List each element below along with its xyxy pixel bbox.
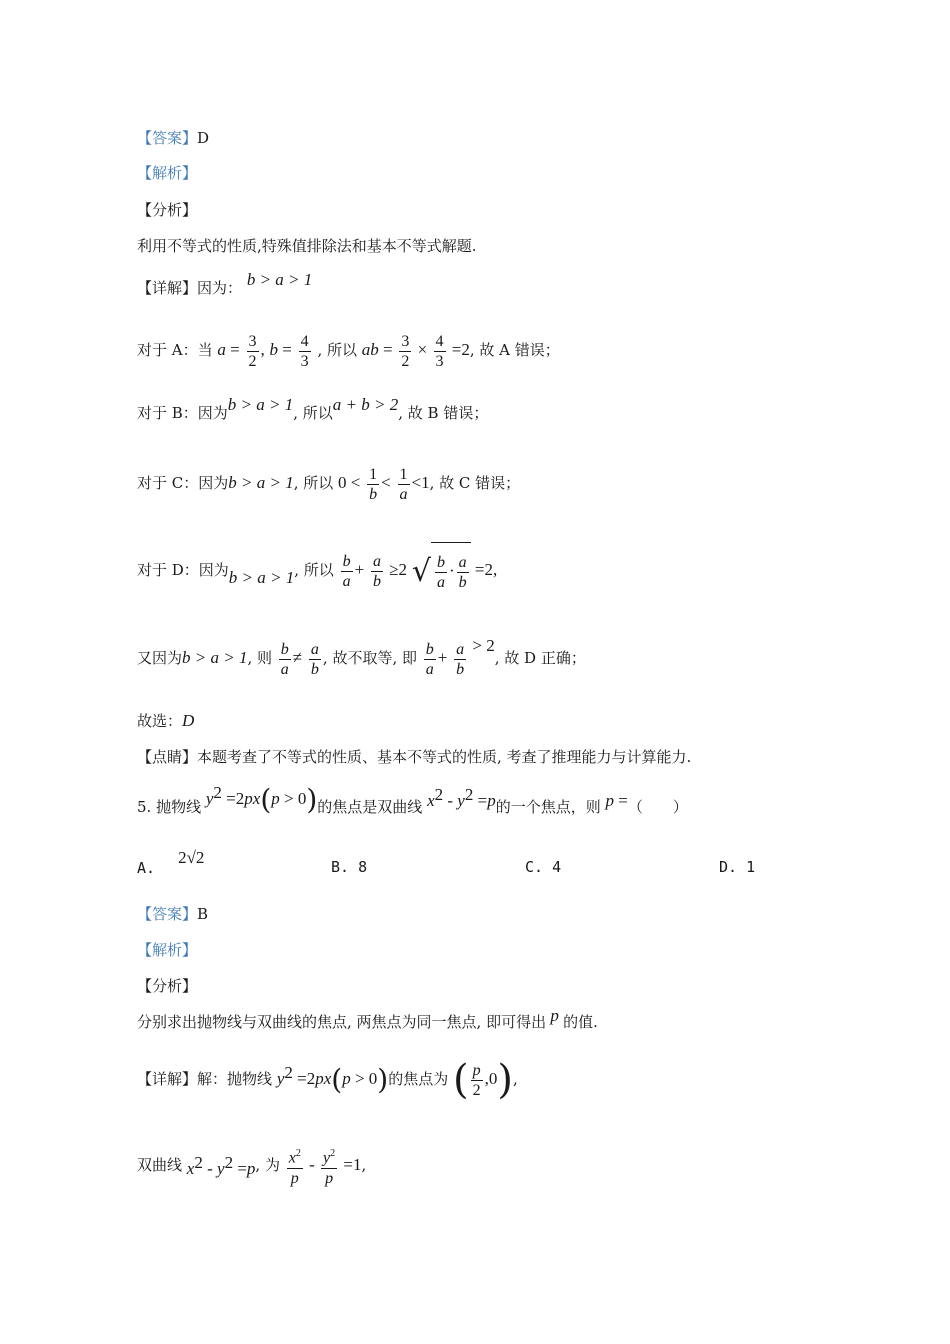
math-sym: = bbox=[613, 791, 628, 810]
dianjing-text: 本题考查了不等式的性质、基本不等式的性质, 考查了推理能力与计算能力. bbox=[197, 748, 692, 766]
math-sym: =2 bbox=[447, 340, 470, 359]
math-sym: , bbox=[260, 340, 265, 359]
math-var: b bbox=[269, 340, 279, 359]
again-line bbox=[137, 630, 586, 686]
option-b-math2: a + b > 2 bbox=[332, 395, 399, 414]
fraction: $\frac{3}{2}$ bbox=[401, 332, 410, 370]
hyper-end: , bbox=[361, 1156, 367, 1174]
dianjing-tag: 【点睛】 bbox=[137, 748, 198, 766]
option-a-suffix: , 故 A 错误； bbox=[469, 341, 560, 359]
option-a-analysis bbox=[137, 330, 560, 371]
detail-math: b > a > 1 bbox=[246, 270, 313, 289]
answer-value: B bbox=[197, 905, 209, 923]
math-sym: =1 bbox=[339, 1155, 362, 1174]
again-math: b > a > 1 bbox=[182, 648, 248, 667]
detail-tag: 【详解】 bbox=[137, 1070, 198, 1088]
analysis-tag-q5: 【解析】 bbox=[137, 941, 198, 959]
answer-line bbox=[137, 128, 209, 148]
hyper-mid: , 为 bbox=[255, 1156, 280, 1174]
fraction: $\frac{1}{a}$ bbox=[399, 465, 408, 503]
option-c-prefix: 对于 C：因为 bbox=[137, 474, 229, 492]
fraction: $\frac{y^2}{p}$ bbox=[321, 1144, 337, 1187]
fraction: $\frac{b}{a}$ bbox=[280, 640, 289, 678]
math-sym: + bbox=[437, 648, 448, 667]
detail-line-q5 bbox=[137, 1048, 518, 1105]
choose-value: D bbox=[182, 711, 195, 730]
paren: ) bbox=[497, 1057, 513, 1103]
math-sym: =2, bbox=[470, 560, 498, 579]
again-prefix: 又因为 bbox=[137, 649, 183, 667]
again-suffix: , 故 D 正确； bbox=[494, 649, 586, 667]
suoyi: , 所以 bbox=[294, 561, 334, 579]
option-d bbox=[719, 858, 755, 876]
option-a bbox=[137, 848, 205, 878]
fenxi-text-b: 的值. bbox=[563, 1013, 598, 1031]
math-var: ab bbox=[361, 340, 379, 359]
math-sym: ≥2 bbox=[384, 560, 408, 579]
paren: ( bbox=[453, 1057, 469, 1103]
option-a-value: 2√2 bbox=[178, 848, 205, 867]
option-b bbox=[331, 858, 367, 876]
fraction: $\frac{1}{b}$ bbox=[369, 465, 378, 503]
math-sym: × bbox=[413, 340, 432, 359]
option-b-math1: b > a > 1 bbox=[227, 395, 294, 414]
option-label: D. bbox=[719, 858, 738, 876]
stem-mid: 的焦点是双曲线 bbox=[317, 798, 423, 816]
fenxi-tag: 【分析】 bbox=[137, 201, 198, 219]
option-b-suffix: , 故 B 错误； bbox=[398, 404, 489, 422]
fraction: $\frac{3}{2}$ bbox=[248, 332, 257, 370]
fraction: $\frac{a}{b}$ bbox=[456, 640, 465, 678]
suoyi: , 所以 bbox=[293, 404, 333, 422]
fraction: $\frac{4}{3}$ bbox=[300, 332, 309, 370]
fraction: $\frac{a}{b}$ bbox=[310, 640, 319, 678]
math-sym: = bbox=[278, 340, 292, 359]
fenxi-tag-q5: 【分析】 bbox=[137, 977, 198, 995]
stem-parabola: $y^2 =2px(p > 0)$ bbox=[205, 783, 318, 816]
stem-hyperbola: $x^2 - y^2 =p$ bbox=[427, 785, 496, 810]
math-sym: ,0 bbox=[484, 1069, 498, 1088]
stem-p: p bbox=[605, 791, 614, 810]
answer-tag: 【答案】 bbox=[137, 905, 198, 923]
hyperbola-line bbox=[137, 1134, 366, 1190]
detail-parabola: $y^2 =2px(p > 0)$ bbox=[276, 1063, 389, 1096]
option-b-analysis bbox=[137, 395, 489, 428]
option-a-prefix: 对于 A：当 bbox=[137, 341, 213, 359]
option-c bbox=[525, 858, 561, 876]
option-c-math1: b > a > 1 bbox=[228, 473, 294, 492]
fraction: $\frac{4}{3}$ bbox=[435, 332, 444, 370]
stem-blank: （ ） bbox=[627, 798, 688, 816]
math-sym: - bbox=[304, 1155, 320, 1174]
choose-line bbox=[137, 711, 194, 731]
fenxi-text: 利用不等式的性质,特殊值排除法和基本不等式解题. bbox=[137, 237, 477, 255]
math-sym: < bbox=[381, 473, 391, 492]
detail-tag: 【详解】 bbox=[137, 279, 198, 297]
answer-value: D bbox=[197, 129, 210, 147]
detail-intro: 因为： bbox=[197, 279, 243, 297]
analysis-tag: 【解析】 bbox=[137, 164, 198, 182]
detail-mid: 的焦点为 bbox=[388, 1070, 449, 1088]
math-var: a bbox=[217, 340, 226, 359]
detail-line bbox=[137, 270, 313, 298]
option-c-suffix: , 故 C 错误； bbox=[429, 474, 521, 492]
choose-label: 故选： bbox=[137, 712, 183, 730]
again-mid2: , 故不取等, 即 bbox=[322, 649, 417, 667]
option-d-analysis bbox=[137, 542, 497, 600]
dianjing-line bbox=[137, 747, 691, 767]
option-b-prefix: 对于 B：因为 bbox=[137, 404, 228, 422]
fraction: $\frac{x^2}{p}$ bbox=[287, 1144, 303, 1187]
option-label: B. bbox=[331, 858, 350, 876]
math-sym: = bbox=[225, 340, 240, 359]
suoyi: , 所以 bbox=[293, 474, 334, 492]
option-value: 4 bbox=[552, 858, 562, 876]
fenxi-text-a: 分别求出抛物线与双曲线的焦点, 两焦点为同一焦点, 即可得出 bbox=[137, 1013, 547, 1031]
again-mid1: , 则 bbox=[247, 649, 273, 667]
option-value: 8 bbox=[358, 858, 368, 876]
math-sym: ≠ bbox=[292, 648, 303, 667]
stem-prefix: 5. 抛物线 bbox=[137, 798, 202, 816]
math-sym: > 2 bbox=[468, 636, 495, 655]
hyper-prefix: 双曲线 bbox=[137, 1156, 183, 1174]
option-c-analysis bbox=[137, 458, 520, 508]
suoyi: , 所以 bbox=[317, 341, 357, 359]
fenxi-p: p bbox=[546, 1006, 564, 1025]
option-value: 1 bbox=[746, 858, 756, 876]
detail-end: , bbox=[512, 1070, 518, 1088]
option-label: C. bbox=[525, 858, 544, 876]
math-sym: 0 < bbox=[338, 473, 361, 492]
fraction: $\frac{b}{a}$ bbox=[342, 552, 351, 590]
fraction: $\frac{a}{b}$ bbox=[372, 552, 381, 590]
fraction: $\frac{b}{a}$ bbox=[425, 640, 434, 678]
detail-text: 解：抛物线 bbox=[197, 1070, 273, 1088]
question-5-stem bbox=[137, 783, 688, 823]
fenxi-text-q5 bbox=[137, 1006, 598, 1032]
option-d-prefix: 对于 D：因为 bbox=[137, 561, 229, 579]
hyper-eq: $x^2 - y^2 =p$ bbox=[186, 1153, 256, 1178]
math-sym: + bbox=[354, 560, 365, 579]
fraction: $\frac{p}{2}$ bbox=[472, 1061, 481, 1099]
stem-mid2: 的一个焦点，则 bbox=[495, 798, 601, 816]
math-sym: <1 bbox=[411, 473, 430, 492]
option-label: A. bbox=[137, 859, 156, 877]
answer-tag: 【答案】 bbox=[137, 129, 198, 147]
option-d-math1: b > a > 1 bbox=[228, 568, 295, 587]
sqrt: √ $\frac{b}{a}$ · $\frac{a}{b}$ bbox=[412, 542, 471, 600]
math-sym: = bbox=[378, 340, 393, 359]
answer-line-q5 bbox=[137, 904, 208, 924]
